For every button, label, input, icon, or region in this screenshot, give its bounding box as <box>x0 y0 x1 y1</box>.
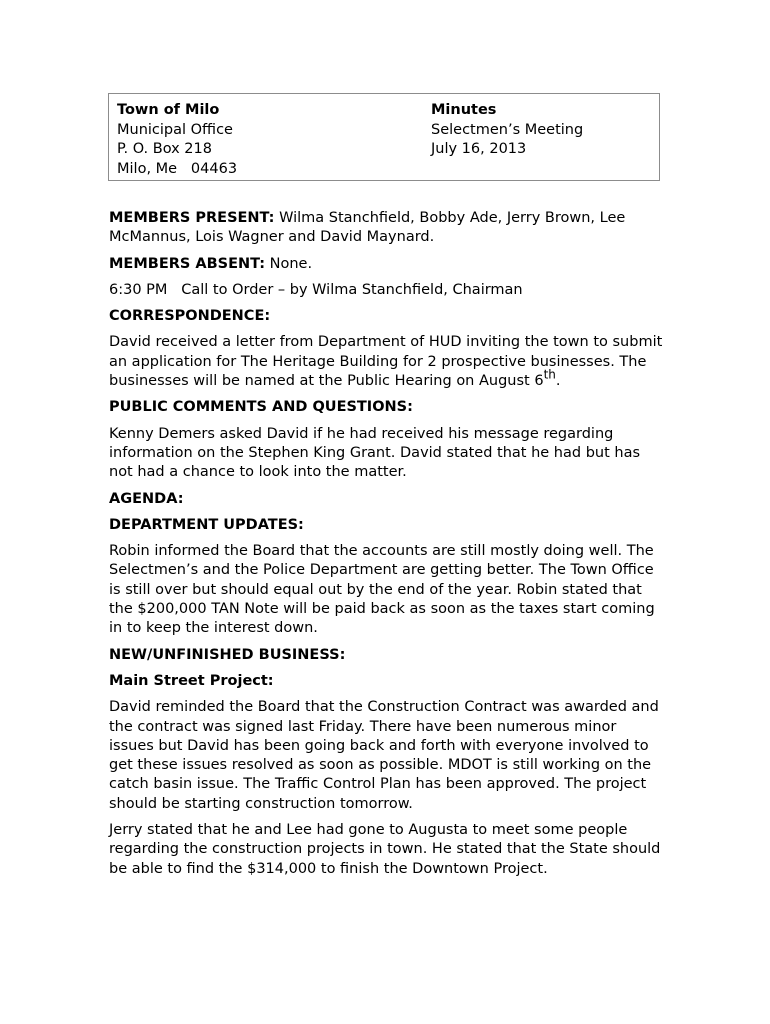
minutes-body <box>109 209 665 886</box>
members-present-text: Wilma Stanchfield, Bobby Ade, Jerry Brown, Lee McMannus, Lois Wagner and David Maynard. <box>109 210 626 246</box>
ordinal-suffix: th <box>543 367 556 382</box>
correspondence-heading: CORRESPONDENCE: <box>109 308 271 325</box>
department-updates-heading: DEPARTMENT UPDATES: <box>109 516 304 533</box>
correspondence-end: . <box>555 373 561 390</box>
department-updates-text: Robin informed the Board that the accounts are still mostly doing well. The Selectmen’s and the Police Department are getting better. The Town Office is still over but should equal out by the end of the year. Robin stated that the $200,000 TAN Note will be paid back as soon as the taxes start coming in to keep the interest down. <box>109 543 655 637</box>
meeting-type: Selectmen’s Meeting <box>431 121 584 138</box>
letterhead-box <box>108 93 660 181</box>
main-street-paragraph-2: Jerry stated that he and Lee had gone to Augusta to meet some people regarding the construction projects in town. He stated that the State should be able to find the $314,000 to finish the Downtown Project. <box>109 822 661 877</box>
members-present-label: MEMBERS PRESENT: <box>109 210 275 226</box>
new-business-heading: NEW/UNFINISHED BUSINESS: <box>109 646 346 663</box>
correspondence-body: David received a letter from Department of HUD inviting the town to submit an application for The Heritage Building for 2 prospective businesses. The businesses will be named at the Public Hearing on August 6 <box>109 334 663 390</box>
meeting-date: July 16, 2013 <box>431 141 527 157</box>
correspondence-text <box>109 333 665 391</box>
main-street-heading: Main Street Project: <box>109 672 274 689</box>
members-absent-label: MEMBERS ABSENT: <box>109 255 266 272</box>
agenda-heading: AGENDA: <box>109 490 184 507</box>
town-address-block <box>117 101 237 179</box>
call-to-order: 6:30 PM Call to Order – by Wilma Stanchfield, Chairman <box>109 281 523 298</box>
meeting-info-block <box>431 101 583 160</box>
members-present <box>109 209 665 248</box>
city-state-zip: Milo, Me 04463 <box>117 160 238 177</box>
main-street-paragraph-1: David reminded the Board that the Construction Contract was awarded and the contract was signed last Friday. There have been numerous minor issues but David has been going back and forth with everyone involved to get these issues resolved as soon as possible. MDOT is still working on the catch basin issue. The Traffic Control Plan has been approved. The project should be starting construction tomorrow. <box>109 699 659 812</box>
office-name: Municipal Office <box>117 121 233 138</box>
public-comments-heading: PUBLIC COMMENTS AND QUESTIONS: <box>109 399 413 416</box>
members-absent-text: None. <box>265 255 313 272</box>
town-name: Town of Milo <box>117 102 220 118</box>
po-box: P. O. Box 218 <box>117 141 212 157</box>
public-comments-text: Kenny Demers asked David if he had received his message regarding information on the Stephen King Grant. David stated that he had but has not had a chance to look into the matter. <box>109 425 641 481</box>
document-title: Minutes <box>431 102 497 118</box>
members-absent <box>109 255 665 274</box>
